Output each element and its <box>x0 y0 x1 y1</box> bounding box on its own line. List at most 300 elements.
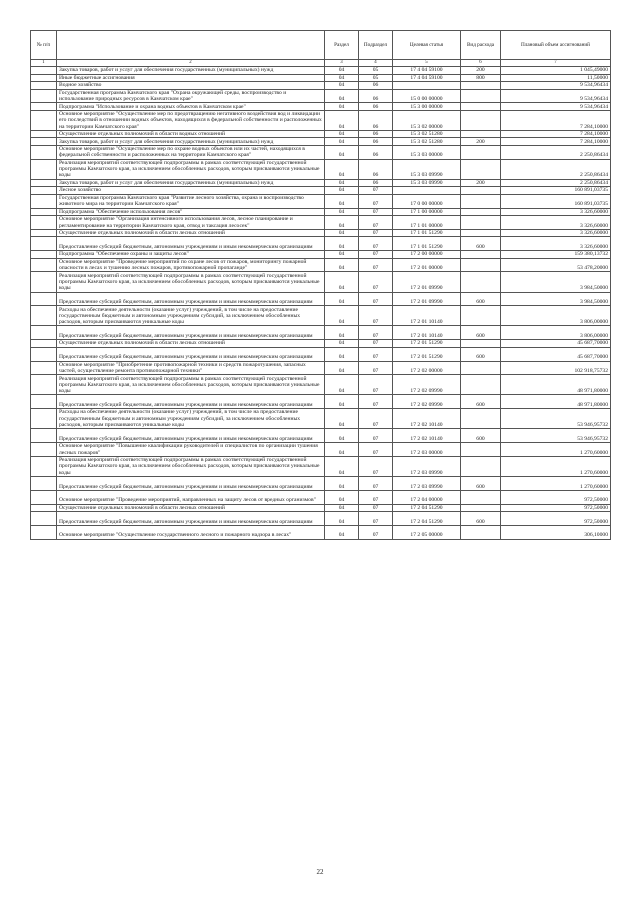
row-name-cell: Подпрограмма "Использование и охрана водных объектов в Камчатском крае" <box>57 103 325 111</box>
table-row <box>31 361 611 375</box>
row-number-cell <box>31 361 57 375</box>
table-row <box>31 525 611 539</box>
row-section-cell: 04 <box>325 456 359 476</box>
row-target-cell: 17 2 01 51290 <box>393 347 461 361</box>
row-name-cell: Подпрограмма "Обеспечение охраны и защиты лесов" <box>57 251 325 259</box>
row-type-cell <box>461 272 501 292</box>
table-row <box>31 237 611 251</box>
row-section-cell: 04 <box>325 145 359 159</box>
row-type-cell <box>461 229 501 237</box>
row-number-cell <box>31 187 57 195</box>
row-number-cell <box>31 490 57 504</box>
row-name-cell: Водное хозяйство <box>57 82 325 90</box>
row-amount-cell: 53 946,95732 <box>501 409 611 429</box>
row-name-cell: Закупка товаров, работ и услуг для обеспечения государственных (муниципальных) нужд <box>57 179 325 187</box>
row-section-cell: 04 <box>325 409 359 429</box>
row-subsection-cell: 07 <box>359 258 393 272</box>
row-subsection-cell: 06 <box>359 130 393 138</box>
row-amount-cell: 11,50000 <box>501 74 611 82</box>
row-name-cell: Основное мероприятие "Приобретение противопожарной техники и средств пожаротушения, запасных частей, осуществление ремонта противопожарной техники" <box>57 361 325 375</box>
row-target-cell: 17 2 01 00000 <box>393 258 461 272</box>
row-name-cell: Реализация мероприятий соответствующей подпрограммы в рамках соответствующей государственной программы Камчатского края, за исключением обособленных расходов, которым присваиваются уникальные коды <box>57 375 325 395</box>
row-subsection-cell: 07 <box>359 326 393 340</box>
row-subsection-cell: 07 <box>359 429 393 443</box>
row-number-cell <box>31 179 57 187</box>
row-type-cell: 600 <box>461 512 501 526</box>
row-type-cell <box>461 145 501 159</box>
row-type-cell <box>461 490 501 504</box>
row-section-cell: 04 <box>325 208 359 216</box>
row-target-cell: 17 2 04 51290 <box>393 504 461 512</box>
row-subsection-cell: 06 <box>359 138 393 146</box>
row-subsection-cell: 07 <box>359 409 393 429</box>
row-name-cell: Закупка товаров, работ и услуг для обеспечения государственных (муниципальных) нужд <box>57 67 325 75</box>
row-type-cell <box>461 110 501 130</box>
row-number-cell <box>31 89 57 103</box>
table-row <box>31 375 611 395</box>
row-target-cell: 17 2 02 09990 <box>393 395 461 409</box>
row-section-cell: 04 <box>325 187 359 195</box>
table-row <box>31 258 611 272</box>
row-section-cell: 04 <box>325 67 359 75</box>
row-amount-cell: 160 891,03735 <box>501 194 611 208</box>
row-name-cell: Расходы на обеспечение деятельности (оказание услуг) учреждений, в том числе на предоставление государственным бюджетным и автономным учреждениям субсидий, за исключением обособленных расходов, которым присваиваются уникальные коды <box>57 306 325 326</box>
table-row <box>31 395 611 409</box>
row-type-cell <box>461 194 501 208</box>
row-subsection-cell: 06 <box>359 110 393 130</box>
row-type-cell <box>461 306 501 326</box>
row-name-cell: Закупка товаров, работ и услуг для обеспечения государственных (муниципальных) нужд <box>57 138 325 146</box>
row-number-cell <box>31 347 57 361</box>
column-index: 3 <box>325 60 359 67</box>
row-target-cell: 17 1 01 51290 <box>393 237 461 251</box>
row-type-cell: 600 <box>461 395 501 409</box>
row-subsection-cell: 07 <box>359 347 393 361</box>
row-target-cell: 17 2 02 10140 <box>393 409 461 429</box>
row-amount-cell: 972,50000 <box>501 490 611 504</box>
table-row <box>31 110 611 130</box>
row-subsection-cell: 07 <box>359 292 393 306</box>
row-target-cell: 17 2 02 00000 <box>393 361 461 375</box>
row-section-cell: 04 <box>325 194 359 208</box>
row-number-cell <box>31 326 57 340</box>
table-row <box>31 138 611 146</box>
table-row <box>31 216 611 230</box>
table-row <box>31 89 611 103</box>
table-row <box>31 490 611 504</box>
row-section-cell: 04 <box>325 347 359 361</box>
row-amount-cell: 45 687,70000 <box>501 347 611 361</box>
row-subsection-cell: 07 <box>359 395 393 409</box>
row-number-cell <box>31 512 57 526</box>
row-subsection-cell: 06 <box>359 103 393 111</box>
row-subsection-cell: 06 <box>359 159 393 179</box>
row-amount-cell: 3 806,00000 <box>501 326 611 340</box>
table-row <box>31 326 611 340</box>
row-amount-cell: 3 984,50000 <box>501 292 611 306</box>
row-number-cell <box>31 138 57 146</box>
page-number: 22 <box>316 868 324 876</box>
table-row <box>31 159 611 179</box>
row-name-cell: Основное мероприятие "Проведение мероприятий по охране лесов от пожаров, мониторингу пожарной опасности в лесах и тушению лесных пожаров, противопожарной пропаганде" <box>57 258 325 272</box>
row-subsection-cell: 06 <box>359 179 393 187</box>
row-amount-cell: 3 326,60000 <box>501 216 611 230</box>
row-amount-cell: 9 534,96434 <box>501 103 611 111</box>
table-row <box>31 103 611 111</box>
row-type-cell <box>461 130 501 138</box>
row-section-cell: 04 <box>325 216 359 230</box>
row-type-cell <box>461 443 501 457</box>
row-subsection-cell: 07 <box>359 456 393 476</box>
row-subsection-cell: 07 <box>359 194 393 208</box>
row-type-cell <box>461 525 501 539</box>
row-amount-cell: 306,10000 <box>501 525 611 539</box>
row-type-cell: 600 <box>461 237 501 251</box>
budget-table <box>30 30 611 540</box>
row-target-cell: 17 2 03 09990 <box>393 456 461 476</box>
row-amount-cell: 102 918,75732 <box>501 361 611 375</box>
header-amount: Плановый объем ассигнований <box>501 31 611 60</box>
row-type-cell: 600 <box>461 292 501 306</box>
row-section-cell: 04 <box>325 251 359 259</box>
row-section-cell: 04 <box>325 272 359 292</box>
row-subsection-cell: 07 <box>359 306 393 326</box>
row-type-cell <box>461 208 501 216</box>
row-subsection-cell: 07 <box>359 340 393 348</box>
row-section-cell: 04 <box>325 443 359 457</box>
row-number-cell <box>31 194 57 208</box>
row-name-cell: Осуществление отдельных полномочий в области лесных отношений <box>57 504 325 512</box>
row-name-cell: Основное мероприятие "Повышение квалификации руководителей и специалистов по организации тушения лесных пожаров" <box>57 443 325 457</box>
table-row <box>31 67 611 75</box>
row-section-cell: 04 <box>325 130 359 138</box>
column-index: 7 <box>501 60 611 67</box>
row-name-cell: Основное мероприятие "Осуществление мер по охране водных объектов или их частей, находящихся в федеральной собственности и расположенных на территории Камчатского края" <box>57 145 325 159</box>
row-name-cell: Основное мероприятие "Осуществление государственного лесного и пожарного надзора в лесах" <box>57 525 325 539</box>
row-subsection-cell: 07 <box>359 208 393 216</box>
column-index: 1 <box>31 60 57 67</box>
row-number-cell <box>31 409 57 429</box>
row-subsection-cell: 06 <box>359 82 393 90</box>
row-target-cell: 17 2 01 10140 <box>393 326 461 340</box>
row-amount-cell: 7 284,10000 <box>501 130 611 138</box>
row-subsection-cell: 07 <box>359 443 393 457</box>
row-type-cell <box>461 251 501 259</box>
row-amount-cell: 1 270,60000 <box>501 477 611 491</box>
row-number-cell <box>31 395 57 409</box>
row-target-cell: 17 1 00 00000 <box>393 208 461 216</box>
row-name-cell: Предоставление субсидий бюджетным, автономным учреждениям и иным некоммерческим организациям <box>57 429 325 443</box>
row-target-cell: 17 2 05 00000 <box>393 525 461 539</box>
table-row <box>31 456 611 476</box>
row-name-cell: Предоставление субсидий бюджетным, автономным учреждениям и иным некоммерческим организациям <box>57 512 325 526</box>
row-target-cell: 15 3 02 00000 <box>393 110 461 130</box>
table-header-row <box>31 31 611 60</box>
row-target-cell: 17 2 03 09990 <box>393 477 461 491</box>
row-name-cell: Реализация мероприятий соответствующей подпрограммы в рамках соответствующей государственной программы Камчатского края, за исключением обособленных расходов, которым присваиваются уникальные коды <box>57 159 325 179</box>
row-amount-cell: 3 806,00000 <box>501 306 611 326</box>
row-section-cell: 04 <box>325 138 359 146</box>
row-amount-cell: 53 478,20000 <box>501 258 611 272</box>
row-amount-cell: 48 971,80000 <box>501 395 611 409</box>
row-amount-cell: 7 284,10000 <box>501 138 611 146</box>
row-name-cell: Предоставление субсидий бюджетным, автономным учреждениям и иным некоммерческим организациям <box>57 477 325 491</box>
row-amount-cell: 3 326,60000 <box>501 229 611 237</box>
row-amount-cell: 45 687,70000 <box>501 340 611 348</box>
row-section-cell: 04 <box>325 292 359 306</box>
row-subsection-cell: 07 <box>359 512 393 526</box>
row-type-cell <box>461 103 501 111</box>
row-subsection-cell: 06 <box>359 145 393 159</box>
row-name-cell: Подпрограмма "Обеспечение использования лесов" <box>57 208 325 216</box>
table-row <box>31 306 611 326</box>
row-section-cell: 04 <box>325 159 359 179</box>
row-number-cell <box>31 272 57 292</box>
table-row <box>31 82 611 90</box>
row-target-cell: 17 2 02 10140 <box>393 429 461 443</box>
row-number-cell <box>31 145 57 159</box>
row-name-cell: Государственная программа Камчатского края "Развитие лесного хозяйства, охрана и воспроизводство животного мира на территории Камчатского края" <box>57 194 325 208</box>
row-name-cell: Осуществление отдельных полномочий в области лесных отношений <box>57 340 325 348</box>
row-type-cell <box>461 187 501 195</box>
table-row <box>31 194 611 208</box>
row-amount-cell: 3 326,60000 <box>501 208 611 216</box>
row-target-cell: 17 2 00 00000 <box>393 251 461 259</box>
table-row <box>31 409 611 429</box>
table-body <box>31 67 611 540</box>
row-section-cell: 04 <box>325 361 359 375</box>
row-name-cell: Лесное хозяйство <box>57 187 325 195</box>
row-amount-cell: 9 534,96434 <box>501 89 611 103</box>
row-section-cell: 04 <box>325 89 359 103</box>
row-number-cell <box>31 130 57 138</box>
row-number-cell <box>31 237 57 251</box>
row-amount-cell: 53 946,95732 <box>501 429 611 443</box>
row-type-cell <box>461 159 501 179</box>
row-number-cell <box>31 443 57 457</box>
row-subsection-cell: 05 <box>359 74 393 82</box>
row-section-cell: 04 <box>325 258 359 272</box>
row-section-cell: 04 <box>325 306 359 326</box>
row-name-cell: Иные бюджетные ассигнования <box>57 74 325 82</box>
column-index: 6 <box>461 60 501 67</box>
row-name-cell: Основное мероприятие "Организация интенсивного использования лесов, лесное планирование и регламентирование на территории Камчатского края, отвод и таксация лесосек" <box>57 216 325 230</box>
column-index-row <box>31 60 611 67</box>
row-target-cell: 17 2 04 00000 <box>393 490 461 504</box>
row-type-cell: 800 <box>461 74 501 82</box>
row-type-cell <box>461 375 501 395</box>
row-number-cell <box>31 525 57 539</box>
row-type-cell <box>461 340 501 348</box>
row-amount-cell: 159 380,13732 <box>501 251 611 259</box>
row-number-cell <box>31 216 57 230</box>
row-target-cell: 15 3 03 09990 <box>393 179 461 187</box>
row-name-cell: Предоставление субсидий бюджетным, автономным учреждениям и иным некоммерческим организациям <box>57 347 325 361</box>
row-amount-cell: 2 250,86434 <box>501 179 611 187</box>
header-num: № п/п <box>31 31 57 60</box>
table-row <box>31 504 611 512</box>
row-amount-cell: 1 270,60000 <box>501 456 611 476</box>
row-section-cell: 04 <box>325 375 359 395</box>
row-section-cell: 04 <box>325 82 359 90</box>
row-target-cell: 17 2 01 51290 <box>393 340 461 348</box>
row-subsection-cell: 05 <box>359 67 393 75</box>
document-page <box>30 30 610 540</box>
row-number-cell <box>31 456 57 476</box>
row-amount-cell: 160 891,03735 <box>501 187 611 195</box>
header-expense-type: Вид расхода <box>461 31 501 60</box>
row-type-cell <box>461 82 501 90</box>
row-type-cell <box>461 89 501 103</box>
table-row <box>31 187 611 195</box>
header-target: Целевая статья <box>393 31 461 60</box>
row-number-cell <box>31 429 57 443</box>
table-row <box>31 429 611 443</box>
row-subsection-cell: 07 <box>359 272 393 292</box>
row-subsection-cell: 07 <box>359 229 393 237</box>
row-subsection-cell: 07 <box>359 490 393 504</box>
row-section-cell: 04 <box>325 395 359 409</box>
row-number-cell <box>31 477 57 491</box>
row-name-cell: Предоставление субсидий бюджетным, автономным учреждениям и иным некоммерческим организациям <box>57 395 325 409</box>
row-target-cell: 15 0 00 00000 <box>393 89 461 103</box>
table-row <box>31 292 611 306</box>
table-row <box>31 179 611 187</box>
row-target-cell: 17 2 01 09990 <box>393 292 461 306</box>
row-number-cell <box>31 74 57 82</box>
row-target-cell: 15 3 02 51280 <box>393 138 461 146</box>
row-type-cell: 600 <box>461 347 501 361</box>
row-name-cell: Осуществление отдельных полномочий в области водных отношений <box>57 130 325 138</box>
table-row <box>31 208 611 216</box>
header-section: Раздел <box>325 31 359 60</box>
row-name-cell: Предоставление субсидий бюджетным, автономным учреждениям и иным некоммерческим организациям <box>57 326 325 340</box>
row-section-cell: 04 <box>325 477 359 491</box>
row-subsection-cell: 07 <box>359 361 393 375</box>
row-type-cell <box>461 409 501 429</box>
row-subsection-cell: 07 <box>359 375 393 395</box>
row-number-cell <box>31 229 57 237</box>
row-amount-cell: 972,50000 <box>501 504 611 512</box>
row-number-cell <box>31 340 57 348</box>
row-target-cell: 17 1 01 00000 <box>393 216 461 230</box>
row-amount-cell: 3 984,50000 <box>501 272 611 292</box>
table-row <box>31 443 611 457</box>
row-target-cell: 17 4 04 59100 <box>393 67 461 75</box>
row-target-cell <box>393 187 461 195</box>
row-section-cell: 04 <box>325 340 359 348</box>
row-target-cell: 17 1 01 51290 <box>393 229 461 237</box>
row-number-cell <box>31 67 57 75</box>
row-number-cell <box>31 504 57 512</box>
row-section-cell: 04 <box>325 179 359 187</box>
row-name-cell: Основное мероприятие "Осуществление мер по предотвращению негативного воздействия вод и ликвидации его последствий в отношении водных объектов, находящихся в федеральной собственности и расположенных на территории Камчатского края" <box>57 110 325 130</box>
row-target-cell: 17 0 00 00000 <box>393 194 461 208</box>
row-number-cell <box>31 251 57 259</box>
row-type-cell <box>461 216 501 230</box>
row-type-cell: 200 <box>461 179 501 187</box>
table-row <box>31 477 611 491</box>
row-target-cell: 15 3 00 00000 <box>393 103 461 111</box>
row-subsection-cell: 07 <box>359 525 393 539</box>
row-number-cell <box>31 82 57 90</box>
row-amount-cell: 1 045,49000 <box>501 67 611 75</box>
row-number-cell <box>31 292 57 306</box>
row-amount-cell: 972,50000 <box>501 512 611 526</box>
row-type-cell: 600 <box>461 326 501 340</box>
row-target-cell: 17 2 01 10140 <box>393 306 461 326</box>
table-row <box>31 512 611 526</box>
table-row <box>31 74 611 82</box>
row-target-cell: 17 2 04 51290 <box>393 512 461 526</box>
row-type-cell <box>461 258 501 272</box>
row-amount-cell: 9 534,96434 <box>501 82 611 90</box>
row-name-cell: Основное мероприятие "Проведение мероприятий, направленных на защиту лесов от вредных организмов" <box>57 490 325 504</box>
row-target-cell: 15 3 02 51280 <box>393 130 461 138</box>
table-row <box>31 340 611 348</box>
row-type-cell: 600 <box>461 429 501 443</box>
row-name-cell: Государственная программа Камчатского края "Охрана окружающей среды, воспроизводство и использование природных ресурсов в Камчатском крае" <box>57 89 325 103</box>
row-number-cell <box>31 306 57 326</box>
row-name-cell: Реализация мероприятий соответствующей подпрограммы в рамках соответствующей государственной программы Камчатского края, за исключением обособленных расходов, которым присваиваются уникальные коды <box>57 456 325 476</box>
row-type-cell <box>461 456 501 476</box>
row-section-cell: 04 <box>325 429 359 443</box>
row-name-cell: Предоставление субсидий бюджетным, автономным учреждениям и иным некоммерческим организациям <box>57 292 325 306</box>
row-subsection-cell: 07 <box>359 237 393 251</box>
row-subsection-cell: 07 <box>359 251 393 259</box>
row-subsection-cell: 07 <box>359 187 393 195</box>
row-amount-cell: 48 971,80000 <box>501 375 611 395</box>
row-subsection-cell: 07 <box>359 477 393 491</box>
row-type-cell: 200 <box>461 138 501 146</box>
row-target-cell: 15 3 03 09990 <box>393 159 461 179</box>
row-name-cell: Предоставление субсидий бюджетным, автономным учреждениям и иным некоммерческим организациям <box>57 237 325 251</box>
table-row <box>31 272 611 292</box>
column-index: 5 <box>393 60 461 67</box>
row-section-cell: 04 <box>325 237 359 251</box>
row-type-cell <box>461 504 501 512</box>
row-section-cell: 04 <box>325 229 359 237</box>
row-target-cell <box>393 82 461 90</box>
row-name-cell: Реализация мероприятий соответствующей подпрограммы в рамках соответствующей государственной программы Камчатского края, за исключением обособленных расходов, которым присваиваются уникальные коды <box>57 272 325 292</box>
row-section-cell: 04 <box>325 512 359 526</box>
row-number-cell <box>31 110 57 130</box>
row-section-cell: 04 <box>325 110 359 130</box>
row-subsection-cell: 07 <box>359 216 393 230</box>
table-row <box>31 130 611 138</box>
column-index: 4 <box>359 60 393 67</box>
row-number-cell <box>31 258 57 272</box>
row-amount-cell: 2 250,86434 <box>501 145 611 159</box>
table-row <box>31 251 611 259</box>
row-target-cell: 17 4 04 59100 <box>393 74 461 82</box>
row-type-cell: 600 <box>461 477 501 491</box>
row-name-cell: Расходы на обеспечение деятельности (оказание услуг) учреждений, в том числе на предоставление государственным бюджетным и автономным учреждениям субсидий, за исключением обособленных расходов, которым присваиваются уникальные коды <box>57 409 325 429</box>
row-amount-cell: 3 326,60000 <box>501 237 611 251</box>
row-number-cell <box>31 103 57 111</box>
row-amount-cell: 7 284,10000 <box>501 110 611 130</box>
column-index: 2 <box>57 60 325 67</box>
row-section-cell: 04 <box>325 103 359 111</box>
row-target-cell: 17 2 03 00000 <box>393 443 461 457</box>
header-subsection: Подраздел <box>359 31 393 60</box>
table-row <box>31 145 611 159</box>
row-target-cell: 17 2 01 09990 <box>393 272 461 292</box>
row-target-cell: 15 3 03 00000 <box>393 145 461 159</box>
row-section-cell: 04 <box>325 74 359 82</box>
row-type-cell <box>461 361 501 375</box>
row-number-cell <box>31 208 57 216</box>
